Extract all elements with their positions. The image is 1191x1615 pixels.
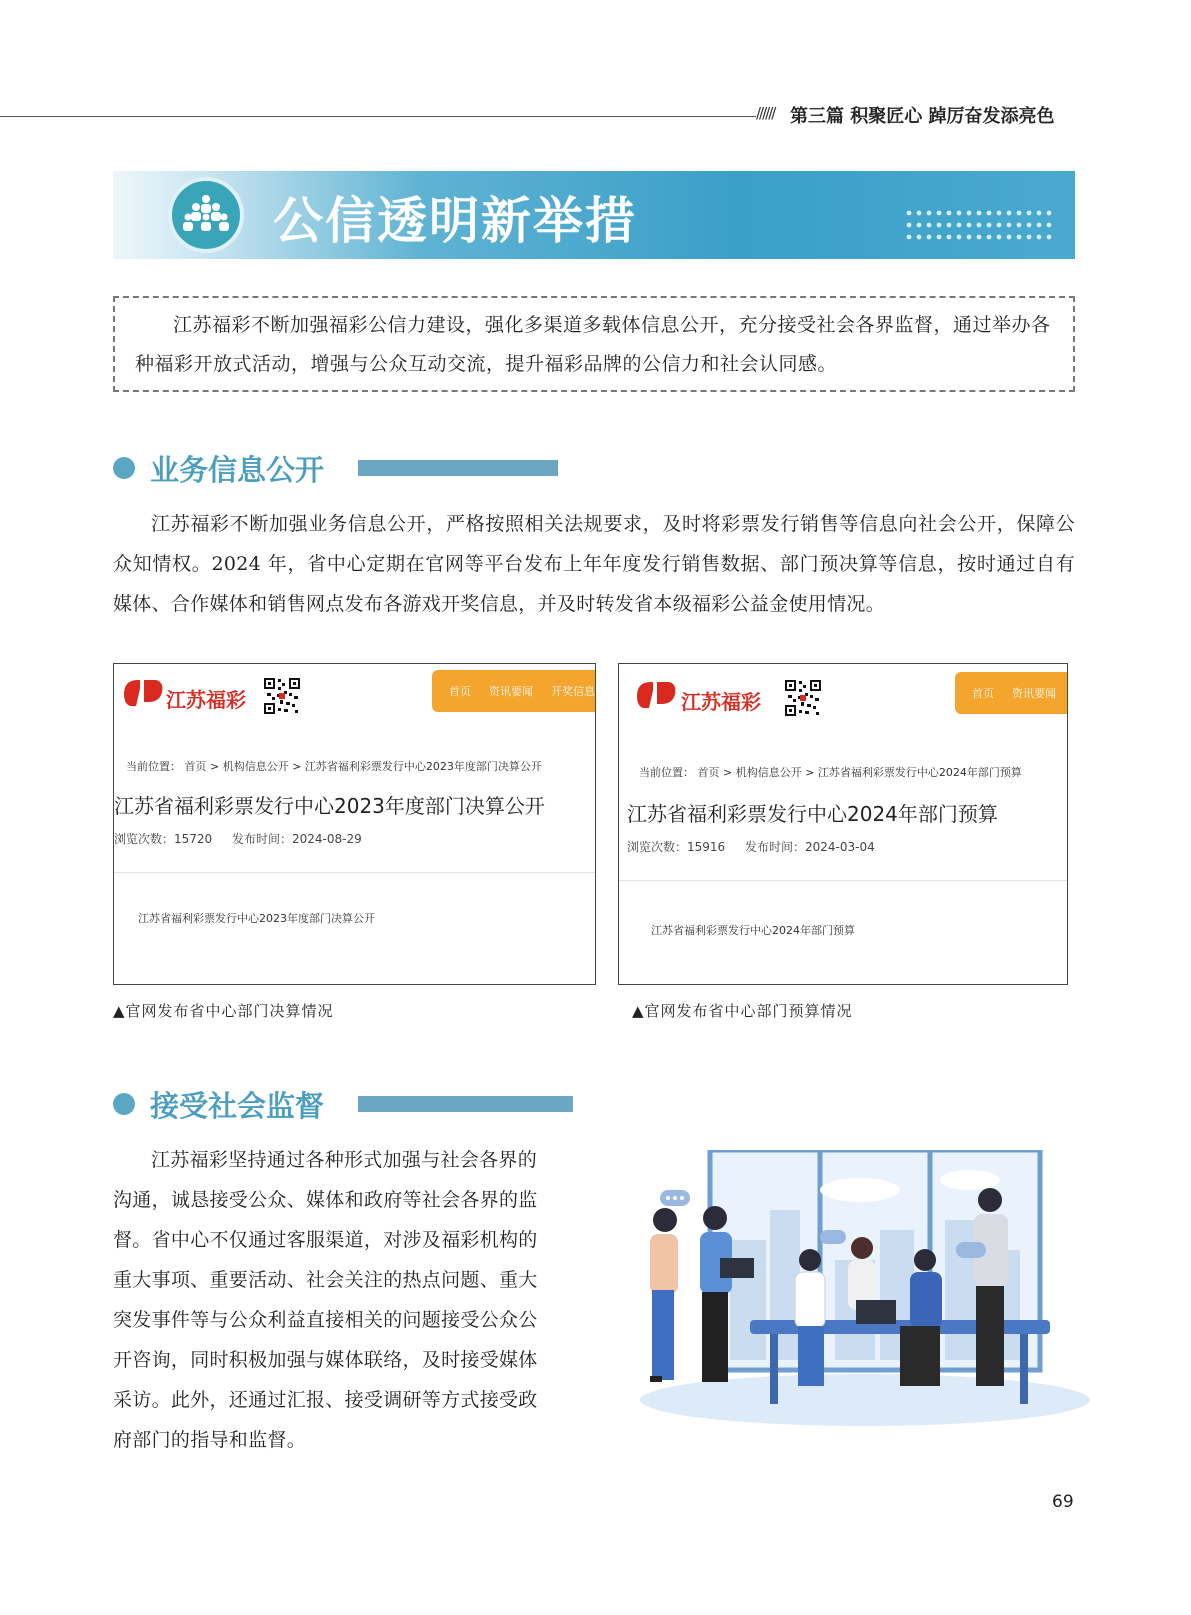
- person-figure: [974, 1188, 1008, 1386]
- section-2-paragraph: [113, 1140, 583, 1460]
- view-count: 浏览次数：15916: [627, 840, 726, 854]
- divider: [114, 872, 596, 873]
- qr-code-icon: [783, 678, 823, 718]
- section-1-paragraph: 江苏福彩不断加强业务信息公开，严格按照相关法规要求，及时将彩票发行销售等信息向社会公开，保障公众知情权。2024 年，省中心定期在官网等平台发布上年年度发行销售数据、部门预决算等信息，按时通过自有媒体、合作媒体和销售网点发布各游戏开奖信息，并及时转发省本级福彩公益金使用情况。: [113, 513, 1075, 615]
- nav-item-home: 首页: [449, 685, 471, 698]
- document-title: 江苏省福利彩票发行中心2023年度部门决算公开: [114, 794, 545, 818]
- paragraph-line: 开咨询，同时积极加强与媒体联络，及时接受媒体: [113, 1349, 538, 1371]
- paragraph-line: 采访。此外，还通过汇报、接受调研等方式接受政: [113, 1389, 538, 1411]
- header-rule: [0, 116, 756, 117]
- nav-item-home: 首页: [972, 687, 994, 700]
- bullet-dot: [113, 1093, 135, 1115]
- divider: [619, 880, 1068, 881]
- document-meta: [114, 830, 378, 847]
- site-nav: [955, 672, 1068, 714]
- paragraph-line: 督。省中心不仅通过客服渠道，对涉及福彩机构的: [113, 1229, 538, 1251]
- attachment-link: 江苏省福利彩票发行中心2024年部门预算: [651, 924, 855, 937]
- dot-pattern: [903, 207, 1059, 243]
- lottery-logo-icon: [633, 678, 679, 714]
- caption-1: ▲官网发布省中心部门决算情况: [113, 1002, 334, 1020]
- section-title-2: 接受社会监督: [150, 1089, 325, 1123]
- publish-date: 发布时间：2024-08-29: [232, 832, 362, 846]
- website-screenshot-1: [113, 663, 596, 985]
- paragraph-line: 突发事件等与公众利益直接相关的问题接受公众公: [113, 1309, 538, 1331]
- people-group-icon: [168, 177, 244, 253]
- section-title-1: 业务信息公开: [150, 453, 325, 487]
- section-banner: [113, 171, 1075, 259]
- heading-bar: [358, 460, 558, 476]
- paragraph-line: 江苏福彩坚持通过各种形式加强与社会各界的: [151, 1149, 538, 1171]
- view-count: 浏览次数：15720: [114, 832, 213, 846]
- publish-date: 发布时间：2024-03-04: [745, 840, 875, 854]
- meeting-illustration: [620, 1150, 1090, 1430]
- document-title: 江苏省福利彩票发行中心2024年部门预算: [627, 802, 998, 826]
- nav-item-draws: 开奖信息: [551, 685, 595, 698]
- qr-code-icon: [262, 676, 302, 716]
- heading-bar: [358, 1096, 573, 1112]
- page-number: 69: [1052, 1492, 1074, 1512]
- breadcrumb: 当前位置： 首页 > 机构信息公开 > 江苏省福利彩票发行中心2024年部门预算: [639, 766, 1022, 779]
- site-nav: [432, 670, 596, 712]
- header-slashes: //////: [756, 104, 775, 122]
- attachment-link: 江苏省福利彩票发行中心2023年度部门决算公开: [138, 912, 375, 925]
- banner-title: 公信透明新举措: [273, 192, 637, 250]
- nav-item-news: 资讯要闻: [1012, 687, 1056, 700]
- website-screenshot-2: [618, 663, 1068, 985]
- paragraph-line: 沟通，诚恳接受公众、媒体和政府等社会各界的监: [113, 1189, 538, 1211]
- paragraph-line: 重大事项、重要活动、社会关注的热点问题、重大: [113, 1269, 538, 1291]
- site-logo-text: 江苏福彩: [166, 688, 246, 712]
- lottery-logo-icon: [120, 676, 166, 712]
- site-logo-text: 江苏福彩: [681, 690, 761, 714]
- person-figure: [650, 1208, 678, 1382]
- bullet-dot: [113, 457, 135, 479]
- nav-item-news: 资讯要闻: [489, 685, 533, 698]
- paragraph-line: 府部门的指导和监督。: [113, 1429, 307, 1451]
- chapter-title: 第三篇 积聚匠心 踔厉奋发添亮色: [790, 106, 1055, 127]
- intro-box: [113, 296, 1075, 392]
- section-heading-2: [113, 1084, 583, 1124]
- breadcrumb: 当前位置： 首页 > 机构信息公开 > 江苏省福利彩票发行中心2023年度部门决算公开: [126, 760, 542, 773]
- document-meta: [627, 838, 891, 855]
- intro-text: 江苏福彩不断加强福彩公信力建设，强化多渠道多载体信息公开，充分接受社会各界监督，通过举办各种福彩开放式活动，增强与公众互动交流，提升福彩品牌的公信力和社会认同感。: [135, 314, 1051, 375]
- caption-2: ▲官网发布省中心部门预算情况: [632, 1002, 853, 1020]
- section-heading-1: [113, 448, 573, 488]
